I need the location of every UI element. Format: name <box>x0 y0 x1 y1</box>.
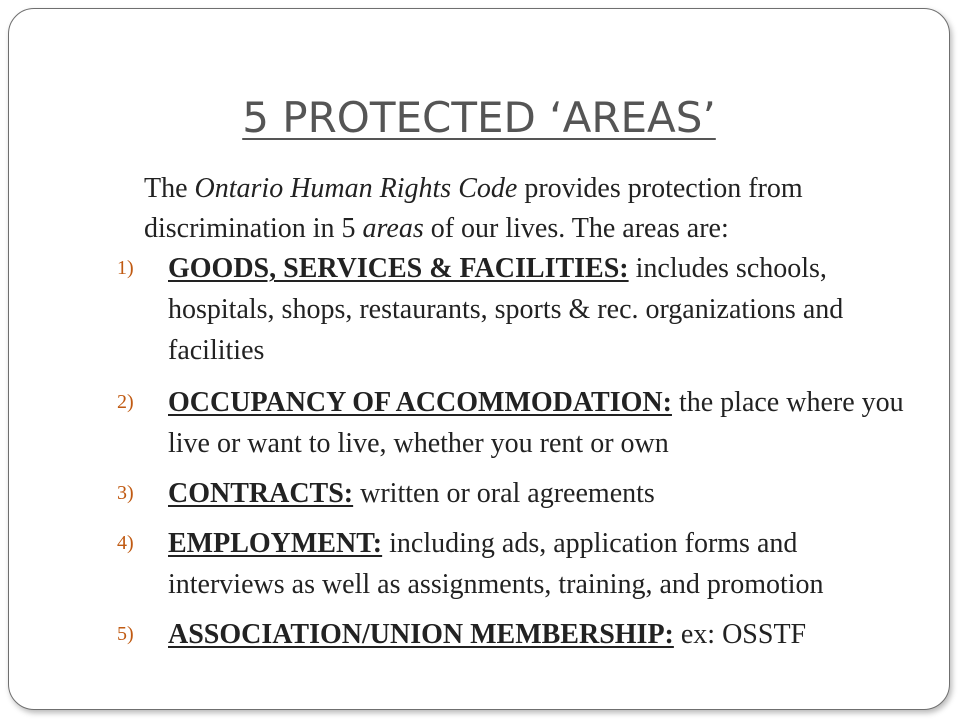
area-description: ex: OSSTF <box>673 619 807 650</box>
area-number: 3) <box>117 482 134 504</box>
area-term: GOODS, SERVICES & FACILITIES: <box>168 253 629 284</box>
area-body <box>168 614 908 655</box>
area-body <box>168 473 908 514</box>
area-description: includes schools, hospitals, shops, restaurants, sports & rec. organizations and facilities <box>168 253 844 366</box>
area-number: 1) <box>117 257 134 279</box>
area-description: the place where you live or want to live, whether you rent or own <box>168 387 904 459</box>
intro-paragraph <box>144 169 874 249</box>
area-body <box>168 523 908 605</box>
area-term: ASSOCIATION/UNION MEMBERSHIP: <box>168 619 674 650</box>
intro-text-1: The <box>144 173 195 204</box>
area-body <box>168 382 908 464</box>
slide-title: 5 PROTECTED ‘AREAS’ <box>242 93 716 142</box>
area-number: 5) <box>117 623 134 645</box>
area-term: CONTRACTS: <box>168 478 354 509</box>
area-term: EMPLOYMENT: <box>168 528 383 559</box>
area-body <box>168 248 908 371</box>
area-number: 4) <box>117 532 134 554</box>
area-number: 2) <box>117 391 134 413</box>
code-name: Ontario Human Rights Code <box>194 173 518 204</box>
areas-word: areas <box>362 213 424 244</box>
area-term: OCCUPANCY OF ACCOMMODATION: <box>168 387 672 418</box>
area-description: written or oral agreements <box>353 478 655 509</box>
intro-text-3: of our lives. The areas are: <box>423 213 729 244</box>
intro-text-2: provides protection from discrimination in 5 <box>144 173 803 244</box>
area-description: including ads, application forms and interviews as well as assignments, training, and promotion <box>168 528 824 600</box>
slide <box>8 8 950 710</box>
